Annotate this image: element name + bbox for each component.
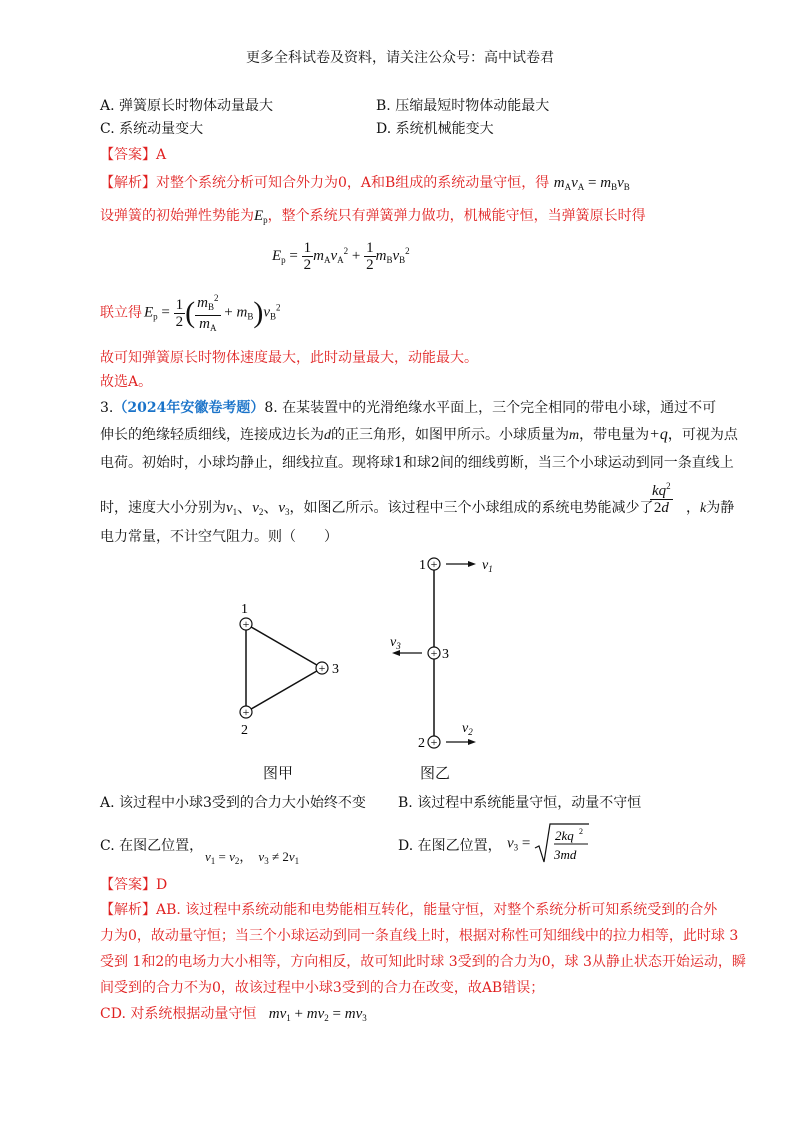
option-text: D. 在图乙位置，: [398, 838, 502, 854]
analysis-text: 联立得: [100, 305, 142, 321]
math-k: k: [700, 501, 707, 516]
analysis-text: AB. 该过程中系统动能和电势能相互转化，能量守恒，对整个系统分析可知系统受到的合外: [156, 902, 718, 918]
ball-label-3: 3: [332, 662, 339, 677]
q2-choose: 故选A。: [100, 374, 153, 390]
momentum-equation: $m_Av_A = m_Bv_B$: [553, 175, 630, 192]
q3-stem-2: [100, 424, 738, 447]
stem-text: ，可视为点: [667, 427, 738, 443]
ball-label-2: 2: [241, 723, 248, 738]
energy-fraction: $\frac{kq^2}{2d}$: [650, 478, 673, 516]
analysis-label: 【解析】: [100, 175, 156, 191]
ep-symbol: $E_p$: [254, 208, 268, 225]
ball-label-3: 3: [442, 647, 449, 662]
stem-text: 为静: [706, 500, 735, 516]
stem-text: 8. 在某装置中的光滑绝缘水平面上，三个完全相同的带电小球，通过不可: [264, 400, 717, 416]
q2-option-c: C. 系统动量变大: [100, 121, 204, 137]
svg-text:2: 2: [579, 827, 584, 836]
q2-option-b: B. 压缩最短时物体动能最大: [376, 98, 550, 114]
momentum-conservation-equation: $mv_1 + mv_2 = mv_3$: [268, 1006, 367, 1023]
svg-text:2kq: 2kq: [555, 828, 574, 843]
q3-option-d: [398, 835, 502, 857]
combined-equation: $E_p$ = $\frac{1}{2}$ ( $\frac{m_B^2}{m_A}$ + $m_B)v_B^2$: [144, 290, 281, 336]
analysis-label: 【解析】: [100, 902, 156, 918]
figure-right-line: [390, 557, 493, 751]
stem-text: 伸长的绝缘轻质细线，连接成边长为: [100, 427, 324, 443]
q3-analysis-4: 间受到的合力不为0，故该过程中小球3受到的合力在改变，故AB错误；: [100, 980, 545, 996]
stem-text: 时，速度大小分别为: [100, 500, 226, 516]
ball-label-2: 2: [418, 736, 425, 751]
option-text: C. 在图乙位置，: [100, 838, 204, 854]
velocity-list: $v_1$、$v_2$、$v_3$: [226, 500, 290, 517]
v1-label: $v_1$: [482, 558, 493, 574]
analysis-text: CD. 对系统根据动量守恒: [100, 1006, 257, 1022]
q3-answer: 【答案】D: [100, 877, 168, 893]
math-plusq: +q: [649, 426, 668, 443]
q3-option-a: A. 该过程中小球3受到的合力大小始终不变: [100, 795, 366, 811]
analysis-text: ，整个系统只有弹簧弹力做功，机械能守恒，当弹簧原长时得: [267, 208, 646, 224]
analysis-text: 设弹簧的初始弹性势能为: [100, 208, 254, 224]
charge-sign: +: [242, 617, 250, 631]
q2-analysis-3: [100, 302, 142, 324]
q2-analysis-4: 故可知弹簧原长时物体速度最大，此时动量最大，动能最大。: [100, 350, 478, 366]
stem-text: 的正三角形，如图甲所示。小球质量为: [331, 427, 569, 443]
question-number: 3.: [100, 400, 114, 416]
ball-label-1: 1: [419, 558, 426, 573]
svg-text:3md: 3md: [554, 847, 577, 862]
question-source: （2024年安徽卷考题）: [113, 400, 265, 416]
charge-sign: +: [242, 705, 250, 719]
q2-option-a: A. 弹簧原长时物体动量最大: [100, 98, 274, 114]
stem-text: ，如图乙所示。该过程中三个小球组成的系统电势能减少了: [289, 500, 654, 516]
q3-analysis-3: 受到 1和2的电场力大小相等，方向相反，故可知此时球 3受到的合力为0，球 3从静止状态开始运动，瞬: [100, 954, 746, 970]
q3-stem-3: 电荷。初始时，小球均静止，细线拉直。现将球1和球2间的细线剪断，当三个小球运动到同一条直线上: [100, 455, 734, 471]
math-m: m: [569, 428, 580, 443]
charge-sign: +: [430, 557, 438, 571]
sqrt-sign: [534, 822, 590, 866]
q3-option-b: B. 该过程中系统能量守恒，动量不守恒: [398, 795, 642, 811]
figure-caption-right: 图乙: [420, 764, 451, 782]
math-d: d: [324, 428, 331, 443]
stem-text: ，带电量为: [579, 427, 650, 443]
q3-stem-4c: ，k为静: [686, 500, 735, 516]
q3-stem-4: [100, 497, 654, 523]
option-c-math: $v_1 = v_2$， $v_3 \ne 2v_1$: [205, 849, 300, 866]
q2-analysis-1: [100, 172, 630, 198]
q3-analysis-5: [100, 1003, 367, 1029]
figure-caption-left: 图甲: [263, 764, 294, 782]
charge-sign: +: [430, 735, 438, 749]
option-d-math: $v_3$ = 2kq 2 3md: [507, 822, 590, 866]
page-header: 更多全科试卷及资料，请关注公众号：高中试卷君: [246, 50, 554, 66]
figure-svg: [200, 550, 520, 790]
q2-answer: 【答案】A: [100, 147, 167, 163]
q3-stem-5: 电力常量，不计空气阻力。则（ ）: [100, 529, 338, 545]
q2-analysis-2: [100, 205, 646, 231]
q3-analysis-1: [100, 899, 717, 921]
charge-sign: +: [318, 661, 326, 675]
energy-equation: $E_p$ = $\frac{1}{2}$ $m_Av_A^2$ + $\frac{1}{2}$ $m_Bv_B^2$: [272, 240, 410, 273]
q3-stem-1: [100, 397, 716, 419]
q2-option-d: D. 系统机械能变大: [376, 121, 494, 137]
ball-label-1: 1: [241, 602, 248, 617]
v2-label: $v_2$: [462, 721, 473, 737]
v3-label: $v_3$: [390, 635, 401, 651]
charge-sign: +: [430, 646, 438, 660]
figure-left-triangle: [240, 602, 339, 738]
q3-option-c: [100, 835, 203, 857]
q3-analysis-2: 力为0，故动量守恒；当三个小球运动到同一条直线上时，根据对称性可知细线中的拉力相等，此时球 3: [100, 928, 739, 944]
analysis-text: 对整个系统分析可知合外力为0，A和B组成的系统动量守恒，得: [156, 175, 550, 191]
